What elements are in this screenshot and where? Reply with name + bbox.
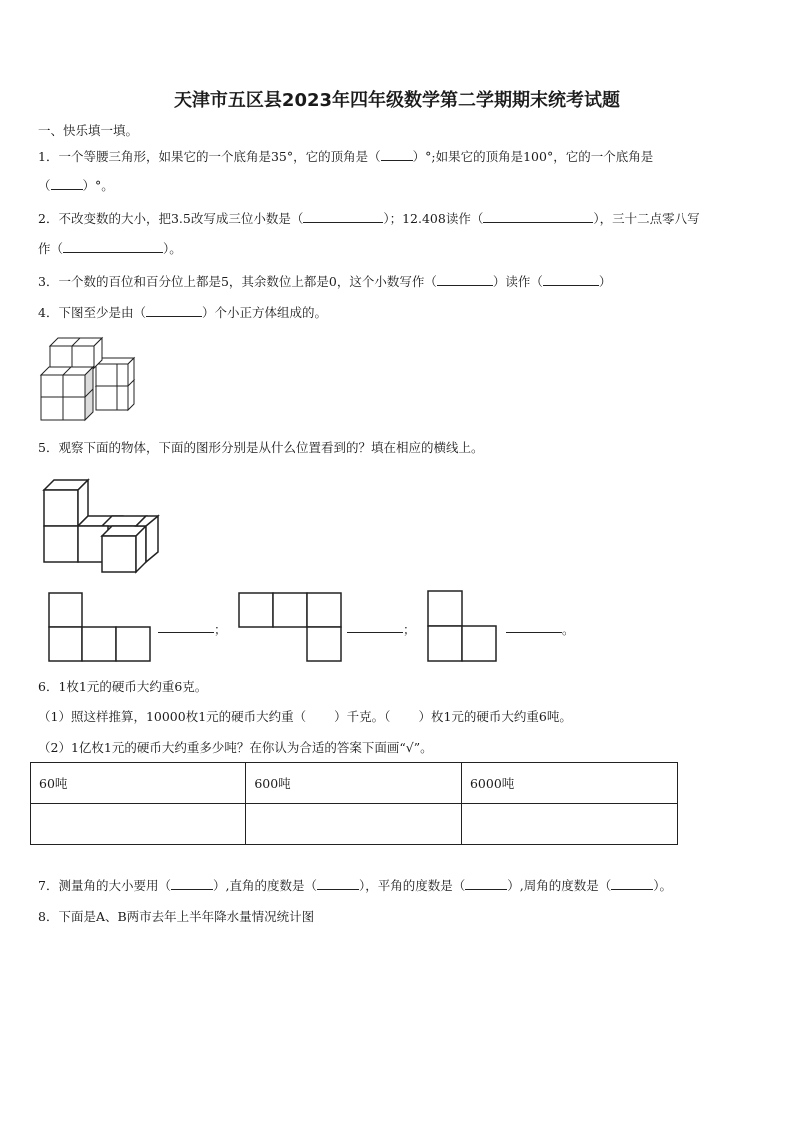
- q5-answer-line-3[interactable]: [506, 632, 562, 633]
- q4-text-a: 4．下图至少是由（: [38, 305, 146, 320]
- q5-separator-1: ；: [214, 622, 227, 637]
- q2-text-c: ），三十二点零八写: [593, 211, 700, 226]
- q5-end: 。: [562, 622, 575, 637]
- l-shaped-object-figure: [40, 476, 164, 576]
- q6-sub1-text-b: ）千克。（: [334, 709, 391, 724]
- page-title: 天津市五区县2023年四年级数学第二学期期末统考试题: [173, 90, 621, 111]
- section-heading: 一、快乐填一填。: [38, 123, 139, 138]
- q7-blank-2[interactable]: [317, 877, 359, 890]
- table-answer-cell[interactable]: [461, 804, 677, 845]
- q7-text-e: ）。: [653, 878, 672, 893]
- question-5: 5．观察下面的物体，下面的图形分别是从什么位置看到的？填在相应的横线上。: [38, 440, 484, 455]
- q3-blank-2[interactable]: [543, 273, 599, 286]
- question-7: [38, 876, 672, 894]
- q1-text-a: 1．一个等腰三角形，如果它的一个底角是35°，它的顶角是（: [38, 149, 381, 164]
- q1-blank-1[interactable]: [381, 148, 413, 161]
- q7-text-d: ）,周角的度数是（: [507, 878, 612, 893]
- q6-sub1-text-a: （1）照这样推算，10000枚1元的硬币大约重（: [38, 709, 307, 724]
- q1-text-b: ）°;如果它的顶角是100°，它的一个底角是: [412, 149, 654, 164]
- table-answer-row: [31, 804, 678, 845]
- question-4: [38, 303, 327, 321]
- q5-answer-line-1[interactable]: [158, 632, 214, 633]
- q5-separator-2: ；: [403, 622, 416, 637]
- q4-blank[interactable]: [146, 304, 202, 317]
- q3-text-c: ）: [598, 274, 612, 289]
- table-answer-cell[interactable]: [246, 804, 462, 845]
- question-1: [38, 147, 653, 165]
- question-6: 6．1枚1元的硬币大约重6克。: [38, 679, 208, 694]
- cube-stack-figure: [38, 334, 138, 424]
- question-8: 8．下面是A、B两市去年上半年降水量情况统计图: [38, 909, 315, 924]
- q7-text-a: 7．测量角的大小要用（: [38, 878, 171, 893]
- q7-blank-1[interactable]: [171, 877, 213, 890]
- view-figure-2: [238, 592, 342, 662]
- q5-answer-line-2[interactable]: [347, 632, 403, 633]
- q7-text-b: ）,直角的度数是（: [212, 878, 317, 893]
- q2-blank-1[interactable]: [303, 210, 383, 223]
- q3-blank-1[interactable]: [437, 273, 493, 286]
- q1-blank-2[interactable]: [51, 177, 83, 190]
- q6-sub1-text-c: ）枚1元的硬币大约重6吨。: [418, 709, 572, 724]
- question-2-line-2: [38, 239, 182, 257]
- q3-text-b: ）读作（: [492, 274, 543, 289]
- q2-text-b: ）；12.408读作（: [383, 211, 484, 226]
- q2-text-e: ）。: [163, 241, 182, 256]
- question-3: [38, 272, 611, 290]
- q2-text-a: 2．不改变数的大小，把3.5改写成三位小数是（: [38, 211, 304, 226]
- question-6-sub-1: [38, 707, 572, 725]
- table-header-cell: 60吨: [31, 763, 246, 804]
- q7-text-c: ），平角的度数是（: [358, 878, 466, 893]
- q2-text-d: 作（: [38, 241, 64, 256]
- q2-blank-2[interactable]: [483, 210, 593, 223]
- table-answer-cell[interactable]: [31, 804, 246, 845]
- table-header-cell: 600吨: [246, 763, 462, 804]
- q1-text-d: ）°。: [82, 178, 114, 193]
- q4-text-b: ）个小正方体组成的。: [201, 305, 327, 320]
- question-6-sub-2: （2）1亿枚1元的硬币大约重多少吨？在你认为合适的答案下面画“√”。: [38, 740, 433, 755]
- q1-text-c: （: [38, 178, 51, 193]
- answer-table: [30, 762, 678, 845]
- q2-blank-3[interactable]: [63, 240, 163, 253]
- q3-text-a: 3．一个数的百位和百分位上都是5，其余数位上都是0，这个小数写作（: [38, 274, 437, 289]
- q7-blank-3[interactable]: [465, 877, 507, 890]
- table-header-row: [31, 763, 678, 804]
- question-2: [38, 209, 700, 227]
- q7-blank-4[interactable]: [611, 877, 653, 890]
- view-figure-3: [427, 590, 497, 662]
- view-figure-1: [48, 592, 152, 662]
- question-1-line-2: [38, 176, 114, 194]
- table-header-cell: 6000吨: [461, 763, 677, 804]
